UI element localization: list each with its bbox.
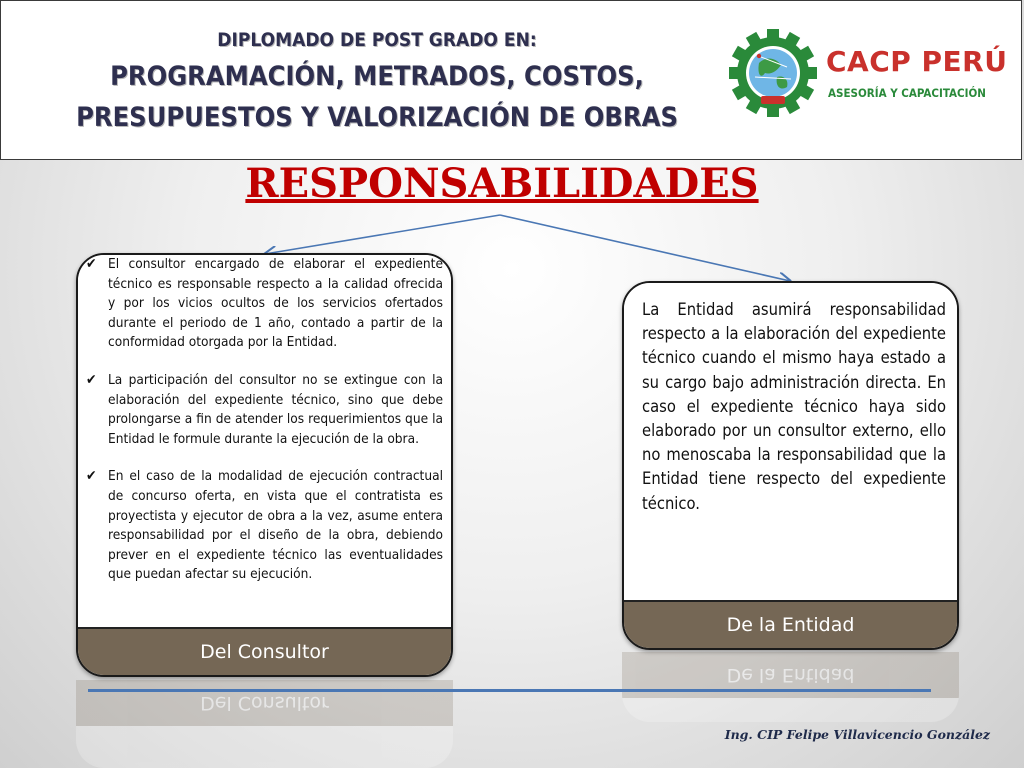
arrow-to-consultor	[265, 215, 500, 254]
logo-name: CACP PERÚ	[826, 45, 1008, 78]
consultor-bullet	[86, 467, 443, 585]
consultor-bullet-text: En el caso de la modalidad de ejecución contractual de concurso oferta, en vista que el contratista es proyectista y ejecutor de obra a la vez, asume entera responsabilidad por el diseño de la obra, debiendo prever en el expediente técnico las eventualidades que puedan afectar su ejecución.	[108, 468, 443, 583]
consultor-reflection-label: Del Consultor	[200, 692, 329, 714]
consultor-card-body	[78, 255, 451, 629]
checkmark-icon: ✔	[86, 256, 97, 272]
checkmark-icon: ✔	[86, 371, 97, 388]
consultor-reflection	[76, 680, 453, 768]
program-title-line-2: PRESUPUESTOS Y VALORIZACIÓN DE OBRAS	[76, 102, 678, 133]
consultor-bullet-list	[86, 255, 443, 603]
entidad-reflection	[622, 652, 959, 722]
entidad-reflection-label: De la Entidad	[726, 664, 855, 686]
consultor-bullet-text: El consultor encargado de elaborar el expediente técnico es responsable respecto a la calidad ofrecida y por los vicios ocultos de los servicios ofertados durante el periodo de 1 año, contado a partir de la conformidad otorgada por la Entidad.	[108, 256, 443, 351]
program-subtitle: DIPLOMADO DE POST GRADO EN:	[217, 29, 537, 51]
author-credit: Ing. CIP Felipe Villavicencio González	[724, 727, 990, 742]
entidad-label: De la Entidad	[624, 600, 957, 648]
entidad-card-body	[624, 283, 957, 602]
consultor-card	[76, 253, 453, 677]
consultor-label: Del Consultor	[78, 627, 451, 675]
arrow-to-entidad	[500, 215, 790, 281]
consultor-bullet	[86, 371, 443, 449]
program-title-line-1: PROGRAMACIÓN, METRADOS, COSTOS,	[110, 61, 644, 92]
footer-divider	[88, 689, 931, 692]
slide-title: RESPONSABILIDADES	[245, 160, 759, 207]
logo-tagline: ASESORÍA Y CAPACITACIÓN	[828, 86, 986, 100]
consultor-bullet	[86, 255, 443, 353]
entidad-card	[622, 281, 959, 650]
entidad-text: La Entidad asumirá responsabilidad respecto a la elaboración del expediente técnico cuando el mismo haya estado a su cargo bajo administración directa. En caso el expediente técnico haya sido elaborado por un consultor externo, ello no menoscaba la responsabilidad que la Entidad tiene respecto del expediente técnico.	[642, 300, 946, 513]
checkmark-icon: ✔	[86, 468, 97, 485]
consultor-bullet-text: La participación del consultor no se extingue con la elaboración del expediente técnico, sino que debe prolongarse a fin de atender los requerimientos que la Entidad le formule durante la ejecución de la obra.	[108, 371, 443, 447]
